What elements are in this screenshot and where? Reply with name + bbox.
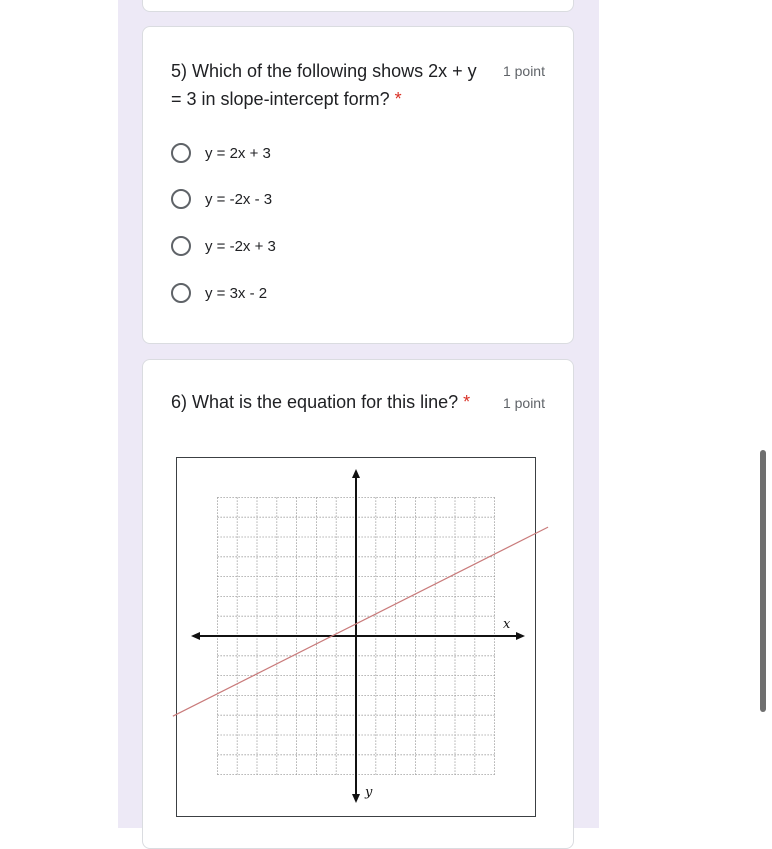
radio-button-icon[interactable] bbox=[171, 236, 191, 256]
option-1[interactable] bbox=[171, 140, 271, 166]
y-axis-label: y bbox=[365, 785, 373, 800]
option-2[interactable] bbox=[171, 186, 272, 212]
question-6-title-text: 6) What is the equation for this line? bbox=[171, 392, 459, 412]
question-5-title-line2: = 3 in slope-intercept form? bbox=[171, 89, 390, 109]
option-3[interactable] bbox=[171, 233, 276, 259]
question-5-card bbox=[142, 26, 574, 344]
scrollbar-thumb[interactable] bbox=[760, 450, 766, 712]
question-5-title bbox=[171, 57, 501, 113]
radio-button-icon[interactable] bbox=[171, 189, 191, 209]
coordinate-graph bbox=[28, 455, 568, 825]
radio-button-icon[interactable] bbox=[171, 143, 191, 163]
required-asterisk: * bbox=[463, 392, 471, 412]
x-axis-label: x bbox=[503, 617, 511, 632]
y-axis-arrow-top-icon bbox=[352, 469, 360, 478]
radio-button-icon[interactable] bbox=[171, 283, 191, 303]
question-5-title-line1: 5) Which of the following shows 2x + y bbox=[171, 61, 477, 81]
plotted-line bbox=[173, 527, 548, 716]
option-2-label: y = -2x - 3 bbox=[205, 190, 273, 208]
question-5-points: 1 point bbox=[502, 63, 545, 79]
option-4[interactable] bbox=[171, 280, 267, 306]
previous-question-card bbox=[142, 0, 574, 12]
option-4-label: y = 3x - 2 bbox=[205, 284, 268, 302]
question-6-points: 1 point bbox=[502, 395, 545, 411]
x-axis-arrow-left-icon bbox=[191, 632, 200, 640]
x-axis-arrow-right-icon bbox=[516, 632, 525, 640]
option-1-label: y = 2x + 3 bbox=[205, 144, 271, 162]
option-3-label: y = -2x + 3 bbox=[205, 237, 276, 255]
question-6-title bbox=[171, 388, 501, 416]
y-axis-arrow-bottom-icon bbox=[352, 794, 360, 803]
required-asterisk: * bbox=[394, 89, 402, 109]
